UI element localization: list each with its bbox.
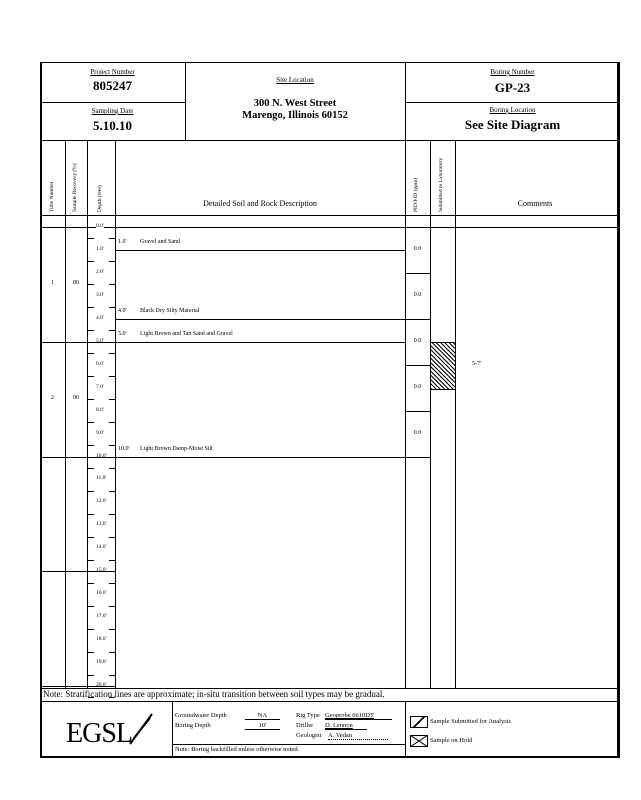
col-depth: Depth (feet) xyxy=(97,185,103,212)
pid-reading: 0.0 xyxy=(413,383,422,390)
depth-tick-label: 6.0' xyxy=(96,360,104,367)
layer-depth: 1.0' xyxy=(118,238,127,245)
legend-submitted-label: Sample Submitted for Analysis xyxy=(430,718,512,725)
geologist-value: A. Vedan xyxy=(328,732,388,740)
depth-minor-tick xyxy=(88,560,94,561)
boring-location-label: Boring Location xyxy=(489,106,536,114)
tube-number: 1 xyxy=(51,280,54,287)
depth-tick-label: 4.0' xyxy=(96,314,104,321)
groundwater-value: NA xyxy=(245,712,280,720)
sample-recovery: 90 xyxy=(73,395,79,402)
depth-tick-label: 19.0' xyxy=(96,659,107,666)
egsl-logo: EGSL xyxy=(66,718,132,749)
sampling-date-label: Sampling Date xyxy=(91,107,134,115)
depth-minor-tick xyxy=(109,560,115,561)
depth-minor-tick xyxy=(88,652,94,653)
depth-tick-label: 12.0' xyxy=(96,498,107,505)
depth-minor-tick xyxy=(88,422,94,423)
legend-submitted-icon xyxy=(410,716,428,728)
depth-tick-label: 18.0' xyxy=(96,636,107,643)
depth-minor-tick xyxy=(109,353,115,354)
depth-minor-tick xyxy=(88,353,94,354)
backfill-note: Note: Boring backfilled unless otherwise noted. xyxy=(175,746,300,753)
boring-depth-label: Boring Depth xyxy=(175,722,211,729)
col-comments: Comments xyxy=(517,199,553,208)
depth-tick-label: 8.0' xyxy=(96,406,104,413)
depth-tick-label: 14.0' xyxy=(96,544,107,551)
depth-minor-tick xyxy=(109,330,115,331)
pid-reading: 0.0 xyxy=(413,245,422,252)
depth-minor-tick xyxy=(109,376,115,377)
depth-tick-label: 5.0' xyxy=(96,337,104,344)
project-number-label: Project Number xyxy=(90,68,135,76)
rig-type-label: Rig Type xyxy=(296,712,320,719)
depth-minor-tick xyxy=(88,376,94,377)
col-sample-recovery: Sample Recovery (%) xyxy=(72,163,78,212)
depth-minor-tick xyxy=(109,606,115,607)
depth-minor-tick xyxy=(109,491,115,492)
depth-minor-tick xyxy=(88,629,94,630)
depth-tick-label: 16.0' xyxy=(96,590,107,597)
depth-minor-tick xyxy=(109,238,115,239)
site-address-line1: 300 N. West Street xyxy=(253,98,337,109)
legend-hold-label: Sample on Hold xyxy=(430,737,473,744)
depth-minor-tick xyxy=(88,238,94,239)
layer-description: Gravel and Sand xyxy=(140,238,180,245)
groundwater-label: Groundwater Depth xyxy=(175,712,227,719)
layer-depth: 4.0' xyxy=(118,307,127,314)
boring-location: See Site Diagram xyxy=(464,117,561,132)
depth-minor-tick xyxy=(109,261,115,262)
depth-minor-tick xyxy=(109,675,115,676)
stratification-note: Note: Stratification lines are approximate; in-situ transition between soil types may be gradual. xyxy=(43,689,385,699)
pid-cell-line xyxy=(405,319,430,320)
depth-minor-tick xyxy=(88,491,94,492)
strata-line xyxy=(115,342,405,343)
depth-tick-label: 10.0' xyxy=(96,452,107,459)
depth-tick-label: 9.0' xyxy=(96,429,104,436)
layer-description: Black Dry Silty Material xyxy=(140,307,200,314)
depth-minor-tick xyxy=(88,307,94,308)
depth-minor-tick xyxy=(88,606,94,607)
site-location-label: Site Location xyxy=(276,76,314,84)
layer-description: Light Brown and Tan Sand and Gravel xyxy=(140,330,233,337)
depth-minor-tick xyxy=(88,537,94,538)
pid-cell-line xyxy=(405,457,430,458)
depth-tick-label: 1.0' xyxy=(96,245,104,252)
strata-line xyxy=(115,319,405,320)
depth-minor-tick xyxy=(109,422,115,423)
depth-tick-label: 2.0' xyxy=(96,268,104,275)
col-tube-number: Tube Number xyxy=(49,181,55,212)
depth-minor-tick xyxy=(109,629,115,630)
depth-tick-label: 17.0' xyxy=(96,613,107,620)
layer-description: Light Brown Damp-Moist Silt xyxy=(140,445,213,452)
pid-reading: 0.0 xyxy=(413,429,422,436)
submitted-sample-hatch xyxy=(431,342,455,390)
depth-minor-tick xyxy=(109,445,115,446)
tube-boundary xyxy=(40,342,115,343)
depth-minor-tick xyxy=(88,261,94,262)
tube-number: 2 xyxy=(51,395,54,402)
layer-depth: 5.0' xyxy=(118,330,127,337)
depth-tick-label: 11.0' xyxy=(96,475,107,482)
pid-cell-line xyxy=(405,365,430,366)
depth-tick-label: 20.0' xyxy=(96,682,107,688)
driller-label: Driller xyxy=(296,722,314,729)
sampling-date: 5.10.10 xyxy=(93,118,132,133)
boring-log-frame xyxy=(40,62,620,758)
depth-minor-tick xyxy=(88,675,94,676)
boring-number-label: Boring Number xyxy=(490,68,535,76)
depth-tick-label: 7.0' xyxy=(96,383,104,390)
pid-reading: 0.0 xyxy=(413,291,422,298)
submitted-comment: 5-7' xyxy=(472,360,482,367)
site-address-line2: Marengo, Illinois 60152 xyxy=(242,110,348,121)
depth-minor-tick xyxy=(88,284,94,285)
col-pid: PID/FID (ppm) xyxy=(413,177,419,212)
pid-reading: 0.0 xyxy=(413,337,422,344)
tube-boundary xyxy=(40,457,115,458)
depth-minor-tick xyxy=(88,330,94,331)
depth-minor-tick xyxy=(88,468,94,469)
project-number: 805247 xyxy=(93,78,132,93)
strata-line xyxy=(115,457,405,458)
depth-minor-tick xyxy=(109,468,115,469)
layer-depth: 10.0' xyxy=(118,445,130,452)
depth-minor-tick xyxy=(88,514,94,515)
depth-minor-tick xyxy=(109,583,115,584)
legend-hold-icon xyxy=(410,735,428,747)
feather-logo-icon xyxy=(128,712,154,746)
driller-value: D. Lennon xyxy=(325,722,367,730)
col-description: Detailed Soil and Rock Description xyxy=(203,199,317,208)
tube-boundary xyxy=(40,571,115,572)
pid-cell-line xyxy=(405,411,430,412)
geologist-label: Geologist xyxy=(296,732,322,739)
boring-depth-value: 10' xyxy=(245,722,280,730)
depth-minor-tick xyxy=(88,399,94,400)
col-submitted: Submitted to Laboratory xyxy=(438,157,444,212)
depth-tick-label: 0.0' xyxy=(96,223,104,229)
depth-tick-label: 3.0' xyxy=(96,291,104,298)
depth-minor-tick xyxy=(109,284,115,285)
strata-line xyxy=(115,250,405,251)
depth-minor-tick xyxy=(109,399,115,400)
depth-minor-tick xyxy=(109,514,115,515)
tube-boundary xyxy=(40,686,115,687)
depth-minor-tick xyxy=(109,307,115,308)
pid-cell-line xyxy=(405,273,430,274)
boring-number: GP-23 xyxy=(494,80,531,95)
rig-type-value: Geoprobe 6610DT xyxy=(325,712,392,720)
depth-minor-tick xyxy=(88,445,94,446)
depth-minor-tick xyxy=(109,537,115,538)
depth-tick-label: 13.0' xyxy=(96,521,107,528)
sample-recovery: 80 xyxy=(73,280,79,287)
depth-tick-label: 15.0' xyxy=(96,567,107,574)
depth-minor-tick xyxy=(109,652,115,653)
depth-minor-tick xyxy=(88,583,94,584)
